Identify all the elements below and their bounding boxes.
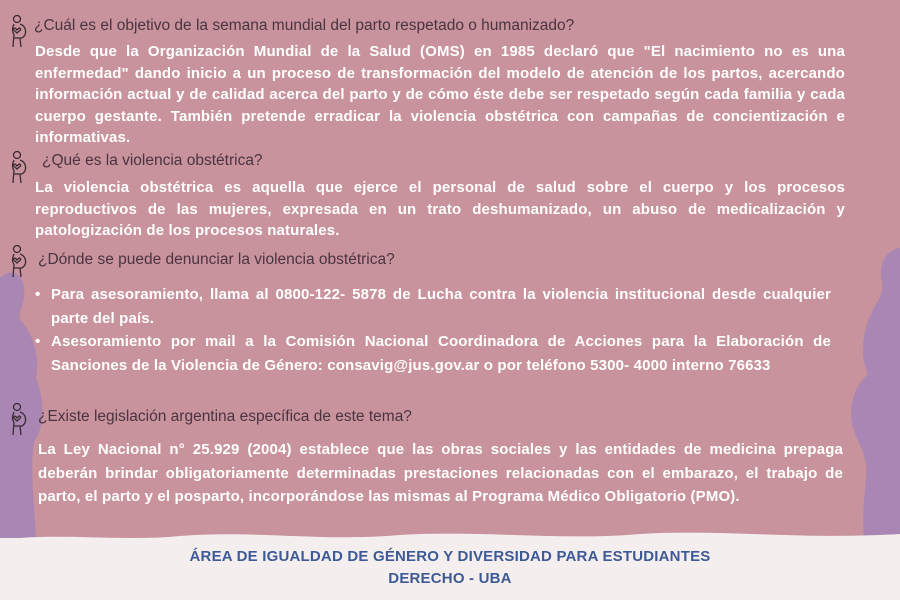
- pregnant-woman-icon: [8, 14, 30, 48]
- list-item: [35, 283, 831, 331]
- answer-paragraph: Desde que la Organización Mundial de la Salud (OMS) en 1985 declaró que "El nacimiento no es una enfermedad" dando inicio a un proceso de transformación del modelo de atención de los partos, acercando información actual y de calidad acerca del parto y de cómo éste debe ser respetado según cada familia y cada cuerpo gestante. También pretende erradicar la violencia obstétrica con campañas de concientización e informativas.: [35, 43, 845, 146]
- footer-title: ÁREA DE IGUALDAD DE GÉNERO Y DIVERSIDAD PARA ESTUDIANTES: [189, 548, 711, 565]
- footer: [0, 538, 900, 600]
- question-heading: ¿Existe legislación argentina específica de este tema?: [38, 408, 412, 425]
- list-item-text: Para asesoramiento, llama al 0800-122- 5878 de Lucha contra la violencia institucional desde cualquier parte del país.: [51, 286, 831, 327]
- question-heading: ¿Dónde se puede denunciar la violencia obstétrica?: [38, 251, 395, 268]
- answer-paragraph: La violencia obstétrica es aquella que ejerce el personal de salud sobre el cuerpo y los procesos reproductivos de las mujeres, expresada en un trato deshumanizado, un abuso de medicalización y patologización de los procesos naturales.: [35, 179, 845, 239]
- answer-paragraph: La Ley Nacional n° 25.929 (2004) establece que las obras sociales y las entidades de medicina prepaga deberán brindar obligatoriamente determinadas prestaciones relacionadas con el embarazo, el trabajo de parto, el parto y el posparto, incorporándose las mismas al Programa Médico Obligatorio (PMO).: [38, 441, 843, 505]
- list-item: [35, 330, 831, 378]
- bullet-icon: •: [35, 286, 41, 303]
- pregnant-silhouette-right-icon: [842, 248, 900, 538]
- list-item-text: Asesoramiento por mail a la Comisión Nacional Coordinadora de Acciones para la Elaboración de Sanciones de la Violencia de Género: consavig@jus.gov.ar o por teléfono 5300- 4000 interno 76633: [51, 333, 831, 374]
- bullet-icon: •: [35, 333, 41, 350]
- pregnant-woman-icon: [8, 402, 30, 436]
- footer-subtitle: DERECHO - UBA: [388, 570, 512, 587]
- question-heading: ¿Qué es la violencia obstétrica?: [42, 152, 263, 169]
- pregnant-woman-icon: [8, 244, 30, 278]
- pregnant-woman-icon: [8, 150, 30, 184]
- question-heading: ¿Cuál es el objetivo de la semana mundial del parto respetado o humanizado?: [34, 17, 575, 34]
